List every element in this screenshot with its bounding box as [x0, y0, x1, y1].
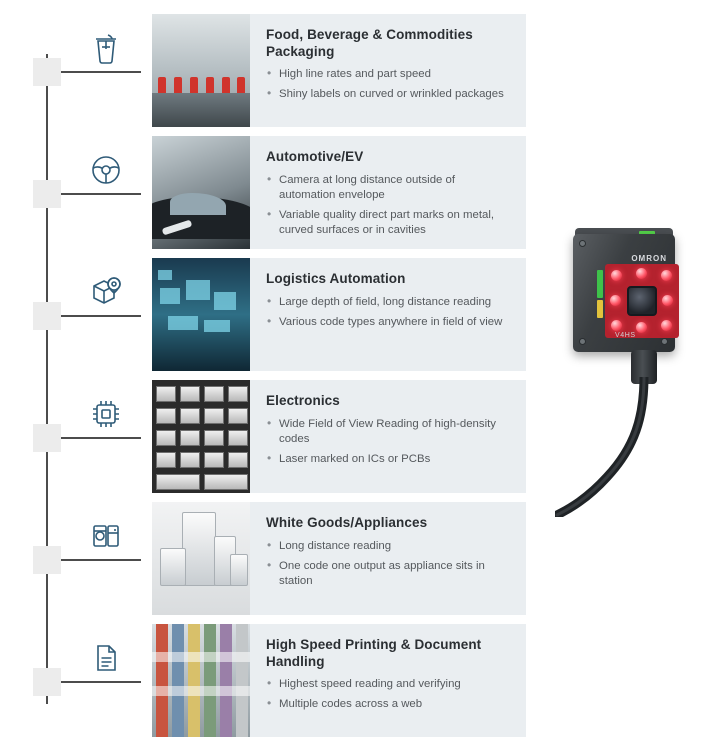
timeline-node-3 — [33, 302, 61, 330]
list-bullet: • Shiny labels on curved or wrinkled packages — [266, 87, 512, 102]
timeline-connector-3 — [61, 315, 141, 317]
timeline-node-5 — [33, 546, 61, 574]
list-item — [152, 258, 526, 371]
list-item — [152, 624, 526, 737]
microchip-icon — [86, 394, 126, 434]
timeline-spine — [46, 54, 48, 704]
row-title: White Goods/Appliances — [266, 515, 428, 530]
package-location-icon — [86, 272, 126, 312]
cable — [555, 377, 705, 517]
row-bullets — [266, 67, 512, 102]
list-item — [152, 136, 526, 249]
list-bullet: • Camera at long distance outside of automation envelope — [266, 173, 512, 203]
row-bullets — [266, 173, 512, 238]
timeline-connector-2 — [61, 193, 141, 195]
list-bullet: • Variable quality direct part marks on metal, curved surfaces or in cavities — [266, 208, 512, 238]
electronic-components-photo — [152, 380, 250, 493]
list-bullet: • Various code types anywhere in field of view — [266, 315, 512, 330]
row-title: Electronics — [266, 393, 340, 408]
row-bullets — [266, 295, 512, 330]
list-bullet: • Highest speed reading and verifying — [266, 677, 512, 692]
warehouse-automation-photo — [152, 258, 250, 371]
row-bullets — [266, 677, 512, 712]
list-bullet: • One code one output as appliance sits in station — [266, 559, 512, 589]
bottling-line-photo — [152, 14, 250, 127]
row-bullets — [266, 539, 512, 589]
printing-press-photo — [152, 624, 250, 737]
list-bullet: • High line rates and part speed — [266, 67, 512, 82]
screw — [579, 338, 586, 345]
timeline-node-4 — [33, 424, 61, 452]
timeline-node-1 — [33, 58, 61, 86]
list-bullet: • Large depth of field, long distance reading — [266, 295, 512, 310]
steering-wheel-icon — [86, 150, 126, 190]
row-title: Automotive/EV — [266, 149, 364, 164]
brand-label: OMRON — [631, 254, 667, 263]
row-bullets — [266, 417, 512, 467]
indicator-stripe-yellow — [597, 300, 603, 318]
timeline-connector-1 — [61, 71, 141, 73]
timeline-connector-5 — [61, 559, 141, 561]
indicator-stripe-green — [597, 270, 603, 298]
ev-charging-photo — [152, 136, 250, 249]
list-item — [152, 380, 526, 493]
timeline-node-6 — [33, 668, 61, 696]
row-title: Food, Beverage & Commodities Packaging — [266, 27, 473, 59]
list-bullet: • Long distance reading — [266, 539, 512, 554]
camera-lens — [627, 286, 657, 316]
screw — [579, 240, 586, 247]
vision-sensor-illustration — [555, 222, 705, 522]
document-icon — [86, 638, 126, 678]
home-appliances-photo — [152, 502, 250, 615]
list-item — [152, 14, 526, 127]
list-bullet: • Laser marked on ICs or PCBs — [266, 452, 512, 467]
timeline-connector-6 — [61, 681, 141, 683]
list-bullet: • Multiple codes across a web — [266, 697, 512, 712]
model-label: V4HS — [615, 332, 636, 339]
screw — [661, 338, 668, 345]
timeline-connector-4 — [61, 437, 141, 439]
appliances-icon — [86, 516, 126, 556]
list-bullet: • Wide Field of View Reading of high-density codes — [266, 417, 512, 447]
row-title: High Speed Printing & Document Handling — [266, 637, 482, 669]
beverage-cup-icon — [86, 28, 126, 68]
illumination-face — [605, 264, 679, 338]
row-title: Logistics Automation — [266, 271, 406, 286]
list-item — [152, 502, 526, 615]
timeline-node-2 — [33, 180, 61, 208]
